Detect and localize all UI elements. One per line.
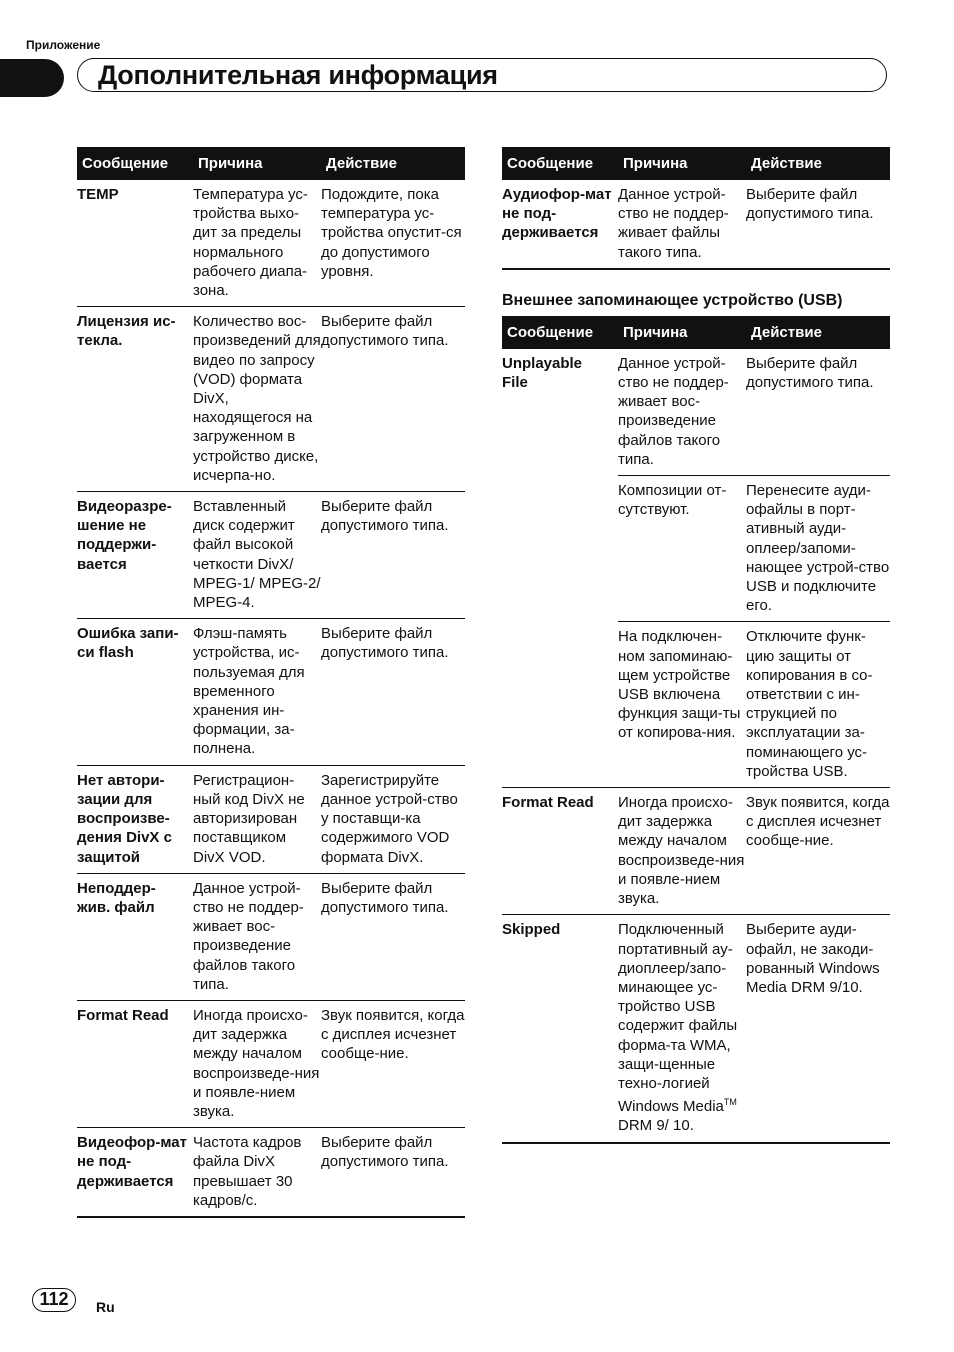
row-cause: Данное устрой-ство не поддер-живает вос-произведение файлов такого типа. xyxy=(193,873,321,1000)
row-message: Неподдер-жив. файл xyxy=(77,873,193,1000)
page-title: Дополнительная информация xyxy=(98,60,498,90)
row-action: Выберите файл допустимого типа. xyxy=(746,180,890,269)
chapter-tab xyxy=(0,59,64,97)
table-header-row xyxy=(77,147,465,180)
row-message: Unplayable File xyxy=(502,354,583,392)
row-cause: Регистрацион-ный код DivX не авторизирован поставщиком DivX VOD. xyxy=(193,765,321,873)
row-message: Skipped xyxy=(502,915,618,1143)
row-message: Format Read xyxy=(502,788,618,915)
row-action: Выберите файл допустимого типа. xyxy=(321,1128,465,1217)
row-action: Выберите файл допустимого типа. xyxy=(746,349,890,476)
row-action: Отключите функ-цию защиты от копирования в со-ответствии с ин-струкцией по эксплуатации за-поминающего ус-тройства USB. xyxy=(746,622,890,788)
header-action: Действие xyxy=(746,147,890,180)
row-action: Звук появится, когда с дисплея исчезнет сообще-ние. xyxy=(746,788,890,915)
trademark-mark: TM xyxy=(723,1097,737,1108)
section-label: Приложение xyxy=(26,38,101,52)
language-code: Ru xyxy=(96,1299,115,1315)
header-message: Сообщение xyxy=(77,147,193,180)
table-row xyxy=(502,349,890,476)
row-action: Перенесите ауди-офайлы в порт-ативный ауди-оплеер/запоми-нающее устрой-ство USB и подключите его. xyxy=(746,476,890,622)
table-row xyxy=(77,307,465,492)
row-message xyxy=(502,622,618,788)
row-cause: На подключен-ном запоминаю-щем устройстве USB включена функция защи-ты от копирова-ния. xyxy=(618,622,746,788)
row-cause: Температура ус-тройства выхо-дит за пределы нормального рабочего диапа-зона. xyxy=(193,180,321,307)
header-cause: Причина xyxy=(618,316,746,349)
row-message: Ошибка запи-си flash xyxy=(77,619,193,765)
row-action: Выберите файл допустимого типа. xyxy=(321,307,465,492)
row-message: Видеоразре-шение не поддержи-вается xyxy=(77,492,193,619)
table-row xyxy=(77,765,465,873)
table-header-row xyxy=(502,147,890,180)
header-message: Сообщение xyxy=(502,316,618,349)
table-row xyxy=(77,1000,465,1127)
row-action: Звук появится, когда с дисплея исчезнет сообще-ние. xyxy=(321,1000,465,1127)
header-message: Сообщение xyxy=(502,147,618,180)
row-message: Нет автори-зации для воспроизве-дения DivX с защитой xyxy=(77,765,193,873)
header-cause: Причина xyxy=(193,147,321,180)
row-cause: Композиции от-сутствуют. xyxy=(618,476,746,622)
row-action: Выберите файл допустимого типа. xyxy=(321,492,465,619)
title-box xyxy=(77,58,887,92)
page-number: 112 xyxy=(32,1288,76,1312)
row-cause: Флэш-память устройства, ис-пользуемая для временного хранения ин-формации, за-полнена. xyxy=(193,619,321,765)
table-row xyxy=(502,622,890,788)
row-cause: Иногда происхо-дит задержка между началом воспроизведе-ния и появле-нием звука. xyxy=(618,788,746,915)
right-column xyxy=(502,147,890,1144)
cause-text: Подключенный портативный ау-диоплеер/запо-минающее ус-тройство USB содержит файлы форма-та WMA, защи-щенные техно-логией Windows Media xyxy=(618,921,738,1116)
row-message xyxy=(502,476,618,622)
table-row xyxy=(77,180,465,307)
row-message: Лицензия ис-текла. xyxy=(77,307,193,492)
left-column xyxy=(77,147,465,1218)
row-action: Подождите, пока температура ус-тройства опустит-ся до допустимого уровня. xyxy=(321,180,465,307)
usb-section-heading: Внешнее запоминающее устройство (USB) xyxy=(502,291,843,309)
row-action: Выберите ауди-офайл, не закоди-рованный Windows Media DRM 9/10. xyxy=(746,915,890,1143)
header-action: Действие xyxy=(321,147,465,180)
row-cause xyxy=(618,915,746,1143)
table-row xyxy=(502,915,890,1143)
header-cause: Причина xyxy=(618,147,746,180)
row-message: Видеофор-мат не под-держивается xyxy=(77,1128,193,1217)
table-row xyxy=(502,476,890,622)
row-message: TEMP xyxy=(77,180,193,307)
row-cause: Иногда происхо-дит задержка между началом воспроизведе-ния и появле-нием звука. xyxy=(193,1000,321,1127)
row-cause: Данное устрой-ство не поддер-живает вос-произведение файлов такого типа. xyxy=(618,349,746,476)
table-header-row xyxy=(502,316,890,349)
row-action: Зарегистрируйте данное устрой-ство у поставщи-ка содержимого VOD формата DivX. xyxy=(321,765,465,873)
header-action: Действие xyxy=(746,316,890,349)
row-cause: Количество вос-произведений для видео по запросу (VOD) формата DivX, находящегося на загруженном в устройство диске, исчерпа-но. xyxy=(193,307,321,492)
table-row xyxy=(502,180,890,269)
row-action: Выберите файл допустимого типа. xyxy=(321,873,465,1000)
row-cause: Вставленный диск содержит файл высокой четкости DivX/ MPEG-1/ MPEG-2/ MPEG-4. xyxy=(193,492,321,619)
messages-table-left xyxy=(77,147,465,1218)
row-message: Format Read xyxy=(77,1000,193,1127)
table-row xyxy=(77,492,465,619)
messages-table-right xyxy=(502,147,890,270)
table-row xyxy=(77,619,465,765)
row-action: Выберите файл допустимого типа. xyxy=(321,619,465,765)
row-cause: Частота кадров файла DivX превышает 30 кадров/с. xyxy=(193,1128,321,1217)
row-message: Аудиофор-мат не под-держивается xyxy=(502,180,618,269)
cause-text-tail: DRM 9/ 10. xyxy=(618,1117,694,1135)
usb-messages-table xyxy=(502,316,890,1144)
table-row xyxy=(77,1128,465,1217)
row-cause: Данное устрой-ство не поддер-живает файлы такого типа. xyxy=(618,180,746,269)
table-row xyxy=(77,873,465,1000)
table-row xyxy=(502,788,890,915)
